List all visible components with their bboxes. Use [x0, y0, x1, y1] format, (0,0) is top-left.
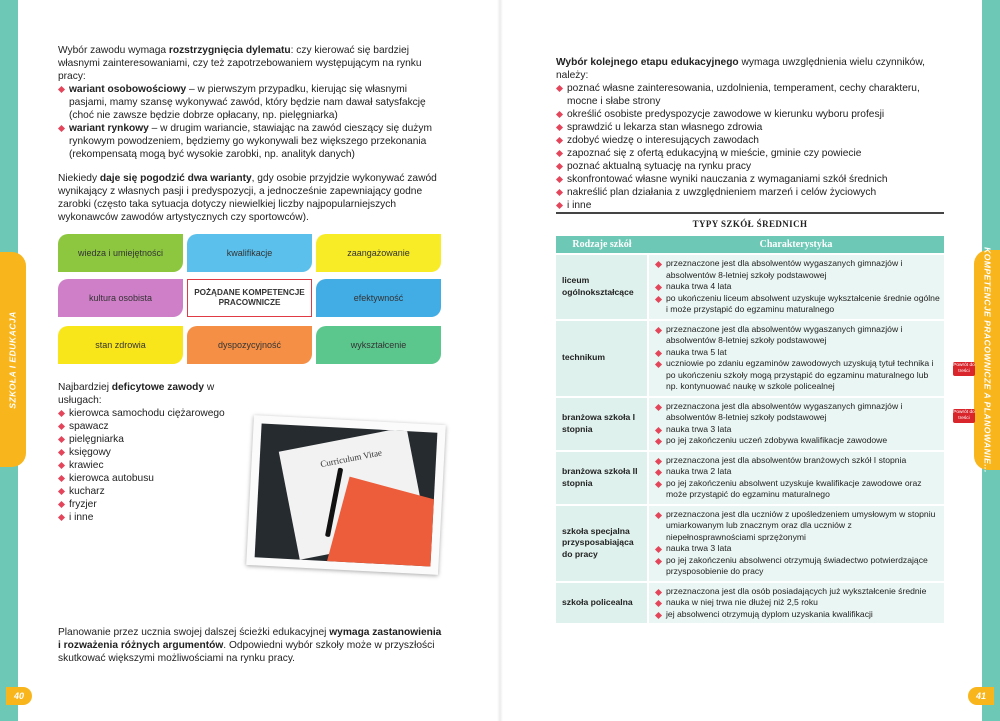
table-row: technikum przeznaczone jest dla absolwentów wygaszanych gimnazjów i absolwentów 8-letniej szkoły podstawowej nauka trwa 5 lat uczniowie po zdaniu egzaminów zawodowych uzyskują tytuł technika i po ukończeniu szkoły mogą przystąpić do egzaminu maturalnego lub np. kontynuować naukę w szkole policealnej [556, 320, 944, 397]
right-intro-paragraph: Wybór kolejnego etapu edukacyjnego wymaga uwzględnienia wielu czynników, należy: [556, 57, 925, 81]
tile-engagement: zaangażowanie [316, 234, 441, 272]
list-item: poznać własne zainteresowania, uzdolnienia, temperament, cechy charakteru, mocne i słabe strony [556, 82, 944, 108]
steps-list [556, 82, 944, 212]
list-item: skonfrontować własne wyniki nauczania z wymaganiami szkół średnich [556, 173, 944, 186]
list-item: i inne [58, 511, 248, 524]
deficit-list [58, 407, 248, 524]
back-to-content-link-1[interactable]: Powrót do treści [953, 363, 975, 374]
list-item: krawiec [58, 459, 248, 472]
right-chapter-tab-label: KOMPETENCJE PRACOWNICZE A PLANOWANIE... [982, 247, 993, 473]
tile-health: stan zdrowia [58, 326, 183, 364]
tile-education: wykształcenie [316, 326, 441, 364]
list-item: fryzjer [58, 498, 248, 511]
list-item: kucharz [58, 485, 248, 498]
cv-photo [246, 415, 446, 575]
list-item: zapoznać się z ofertą edukacyjną w mieście, gminie czy powiecie [556, 147, 944, 160]
left-intro-block [58, 44, 444, 224]
deficit-block [58, 381, 248, 524]
cv-paper-title: Curriculum Vitae [319, 447, 383, 470]
competences-center-label: POŻĄDANE KOMPETENCJE PRACOWNICZE [187, 279, 312, 317]
list-item: spawacz [58, 420, 248, 433]
school-types-table [556, 212, 944, 623]
page-number-right: 41 [968, 687, 994, 705]
compromise-paragraph: Niekiedy daje się pogodzić dwa warianty, gdy osobie przyjdzie wykonywać zawód wynikający z własnych pasji i predyspozycji, a jednocześnie zapewniający godne zarobki (często taka sytuacja dotyczy niewielkiej liczby najpopularniejszych wykonawców zawodów artystycznych czy sportowców). [58, 173, 437, 223]
list-item: księgowy [58, 446, 248, 459]
list-item: zdobyć wiedzę o interesujących zawodach [556, 134, 944, 147]
list-item: wariant rynkowy – w drugim wariancie, stawiając na zawód cieszący się dużym rynkowym powodzeniem, będziemy go wykonywali bez większego przekonania (rekompensatą mogą być wysokie zarobki, np. analityk danych) [58, 122, 444, 161]
table-row: branżowa szkoła I stopnia przeznaczona jest dla absolwentów wygaszanych gimnazjów i absolwentów 8-letniej szkoły podstawowej nauka trwa 3 lata po jej zakończeniu uczeń zdobywa kwalifikacje zawodowe [556, 397, 944, 451]
deficit-heading: Najbardziej deficytowe zawody w usługach: [58, 382, 215, 406]
back-to-content-link-2[interactable]: Powrót do treści [953, 410, 975, 421]
variant-list [58, 83, 444, 161]
competences-diagram [58, 234, 442, 364]
left-chapter-tab [0, 252, 26, 467]
tile-personal-culture: kultura osobista [58, 279, 183, 317]
list-item: sprawdzić u lekarza stan własnego zdrowia [556, 121, 944, 134]
left-chapter-tab-label: SZKOŁA I EDUKACJA [7, 311, 18, 409]
list-item: kierowca autobusu [58, 472, 248, 485]
table-row: branżowa szkoła II stopnia przeznaczona jest dla absolwentów branżowych szkół I stopnia nauka trwa 2 lata po jej zakończeniu absolwent uzyskuje kwalifikacje zawodowe oraz może przystąpić do egzaminu maturalnego [556, 451, 944, 505]
list-item: pielęgniarka [58, 433, 248, 446]
table-row: szkoła specjalna przysposabiająca do pracy przeznaczona jest dla uczniów z upośledzeniem umysłowym w stopniu umiarkowanym lub znacznym oraz dla uczniów z niepełnosprawnościami sprzężonymi nauka trwa 3 lata po jej zakończeniu absolwenci otrzymują świadectwo potwierdzające przysposobienie do pracy [556, 505, 944, 582]
table-header-types: Rodzaje szkół [556, 236, 648, 255]
intro-paragraph: Wybór zawodu wymaga rozstrzygnięcia dylematu: czy kierować się bardziej własnymi zainteresowaniami, czy też zapotrzebowaniem występującym na rynku pracy: [58, 45, 422, 82]
right-chapter-tab [974, 247, 1000, 473]
list-item: poznać aktualną sytuację na rynku pracy [556, 160, 944, 173]
tile-qualifications: kwalifikacje [187, 234, 312, 272]
table-caption: TYPY SZKÓŁ ŚREDNICH [556, 213, 944, 236]
table-header-description: Charakterystyka [648, 236, 944, 255]
list-item: wariant osobowościowy – w pierwszym przypadku, kierując się własnymi pasjami, mamy szansę wykonywać zawód, który będzie nam dawał satysfakcję (choć nie zawsze będzie dobrze opłacany, np. pielęgniarka) [58, 83, 444, 122]
closing-block [58, 626, 444, 665]
table-row: szkoła policealna przeznaczona jest dla osób posiadających już wykształcenie średnie nauka w niej trwa nie dłużej niż 2,5 roku jej absolwenci otrzymują dyplom uzyskania kwalifikacji [556, 582, 944, 624]
list-item: nakreślić plan działania z uwzględnieniem marzeń i celów życiowych [556, 186, 944, 199]
page-number-left: 40 [6, 687, 32, 705]
tile-availability: dyspozycyjność [187, 326, 312, 364]
tile-knowledge: wiedza i umiejętności [58, 234, 183, 272]
list-item: i inne [556, 199, 944, 212]
list-item: kierowca samochodu ciężarowego [58, 407, 248, 420]
closing-paragraph: Planowanie przez ucznia swojej dalszej ścieżki edukacyjnej wymaga zastanowienia i rozważenia różnych argumentów. Odpowiedni wybór szkoły może w przyszłości skutkować większymi możliwościami na rynku pracy. [58, 627, 442, 664]
tile-efficiency: efektywność [316, 279, 441, 317]
list-item: określić osobiste predyspozycje zawodowe w kierunku wyboru profesji [556, 108, 944, 121]
book-gutter [497, 0, 503, 721]
table-row: liceum ogólnokształcące przeznaczone jest dla absolwentów wygaszanych gimnazjów i absolwentów 8-letniej szkoły podstawowej nauka trwa 4 lata po ukończeniu liceum absolwent uzyskuje wykształcenie średnie ogólne i może przystąpić do egzaminu maturalnego [556, 254, 944, 320]
right-intro-block [556, 56, 944, 212]
